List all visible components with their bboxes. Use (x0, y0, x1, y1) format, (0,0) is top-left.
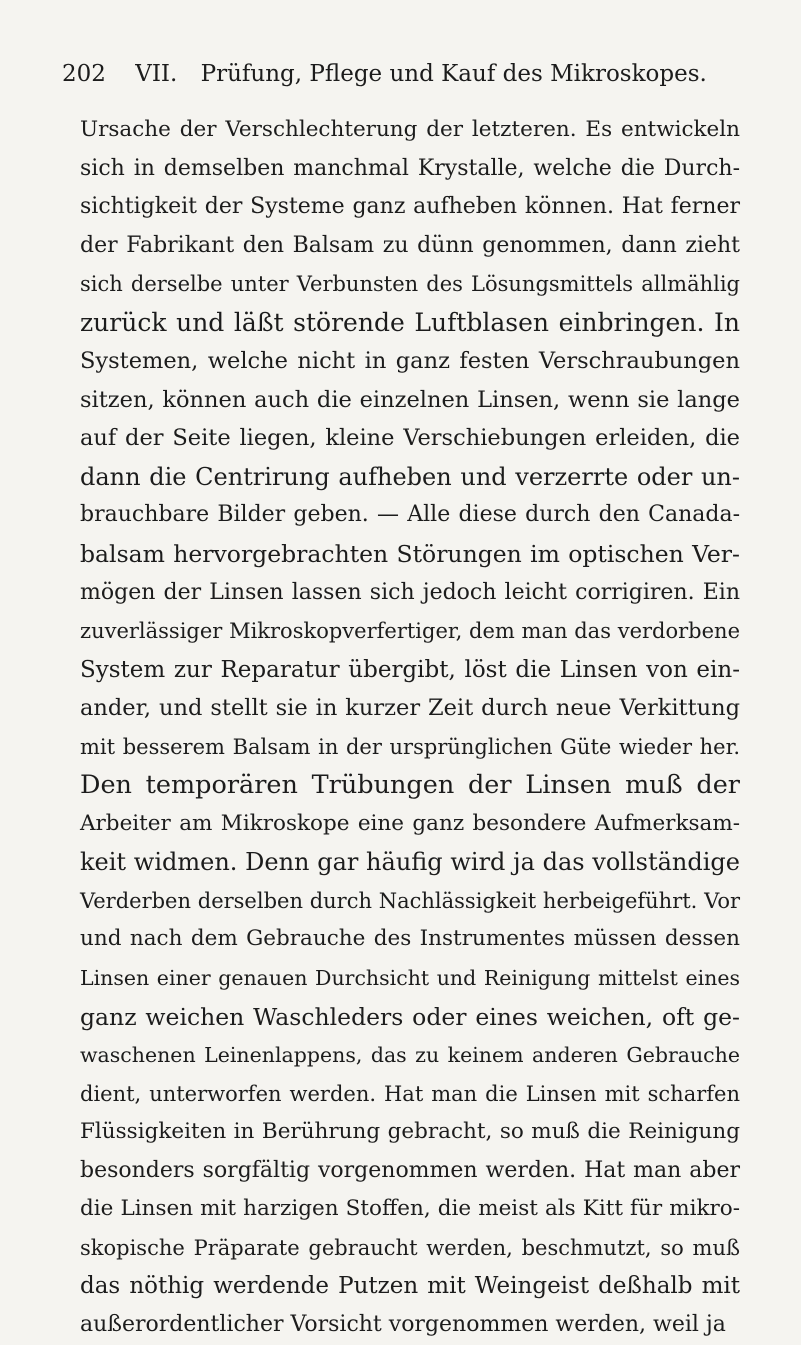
text-line: dann die Centrirung aufheben und verzerrte oder un- (80, 462, 740, 491)
text-line: der Fabrikant den Balsam zu dünn genommen, dann zieht (80, 232, 740, 258)
text-line: auf der Seite liegen, kleine Verschiebungen erleiden, die (80, 425, 740, 452)
text-line: und nach dem Gebrauche des Instrumentes müssen dessen (80, 926, 740, 952)
text-line: sich derselbe unter Verbunsten des Lösungsmittels allmählig (80, 272, 740, 297)
text-line: dient, unterworfen werden. Hat man die Linsen mit scharfen (80, 1081, 740, 1106)
chapter-number: VII. (135, 61, 178, 87)
text-line: Systemen, welche nicht in ganz festen Verschraubungen (80, 348, 740, 375)
text-line: zurück und läßt störende Luftblasen einbringen. In (80, 307, 740, 337)
text-line: Ursache der Verschlechterung der letzteren. Es entwickeln (80, 117, 740, 142)
text-line: sitzen, können auch die einzelnen Linsen, wenn sie lange (80, 386, 740, 413)
text-line: ganz weichen Waschleders oder eines weichen, oft ge- (80, 1002, 740, 1031)
text-line: mit besserem Balsam in der ursprünglichen Güte wieder her. (80, 734, 740, 759)
text-line: zuverlässiger Mikroskopverfertiger, dem man das verdorbene (80, 619, 740, 644)
body-paragraph (80, 111, 740, 1345)
text-line: sich in demselben manchmal Krystalle, welche die Durch- (80, 155, 740, 181)
text-line: skopische Präparate gebraucht werden, beschmutzt, so muß (80, 1235, 740, 1260)
running-head (62, 56, 762, 92)
text-line: keit widmen. Denn gar häufig wird ja das vollständige (80, 848, 740, 877)
text-line: Flüssigkeiten in Berührung gebracht, so muß die Reinigung (80, 1119, 740, 1145)
text-line: sichtigkeit der Systeme ganz aufheben können. Hat ferner (80, 194, 740, 220)
text-line: System zur Reparatur übergibt, löst die Linsen von ein- (80, 656, 740, 683)
page-number: 202 (62, 61, 106, 87)
text-line: das nöthig werdende Putzen mit Weingeist deßhalb mit (80, 1273, 740, 1300)
text-line: balsam hervorgebrachten Störungen im optischen Ver- (80, 540, 740, 569)
text-line: Arbeiter am Mikroskope eine ganz besondere Aufmerksam- (80, 810, 740, 836)
text-line: waschenen Leinenlappens, das zu keinem anderen Gebrauche (80, 1043, 740, 1068)
text-line: mögen der Linsen lassen sich jedoch leicht corrigiren. Ein (80, 579, 740, 605)
text-line: Linsen einer genauen Durchsicht und Reinigung mittelst eines (80, 966, 740, 991)
text-line: die Linsen mit harzigen Stoffen, die meist als Kitt für mikro- (80, 1196, 740, 1222)
text-line: brauchbare Bilder geben. — Alle diese durch den Canada- (80, 502, 740, 528)
running-title: Prüfung, Pflege und Kauf des Mikroskopes. (200, 61, 707, 87)
text-line: Verderben derselben durch Nachlässigkeit herbeigeführt. Vor (80, 888, 740, 913)
text-line: Den temporären Trübungen der Linsen muß der (80, 770, 740, 801)
text-line: ander, und stellt sie in kurzer Zeit durch neue Verkittung (80, 695, 740, 722)
text-line: außerordentlicher Vorsicht vorgenommen werden, weil ja (80, 1311, 726, 1337)
text-line: besonders sorgfältig vorgenommen werden. Hat man aber (80, 1157, 740, 1183)
